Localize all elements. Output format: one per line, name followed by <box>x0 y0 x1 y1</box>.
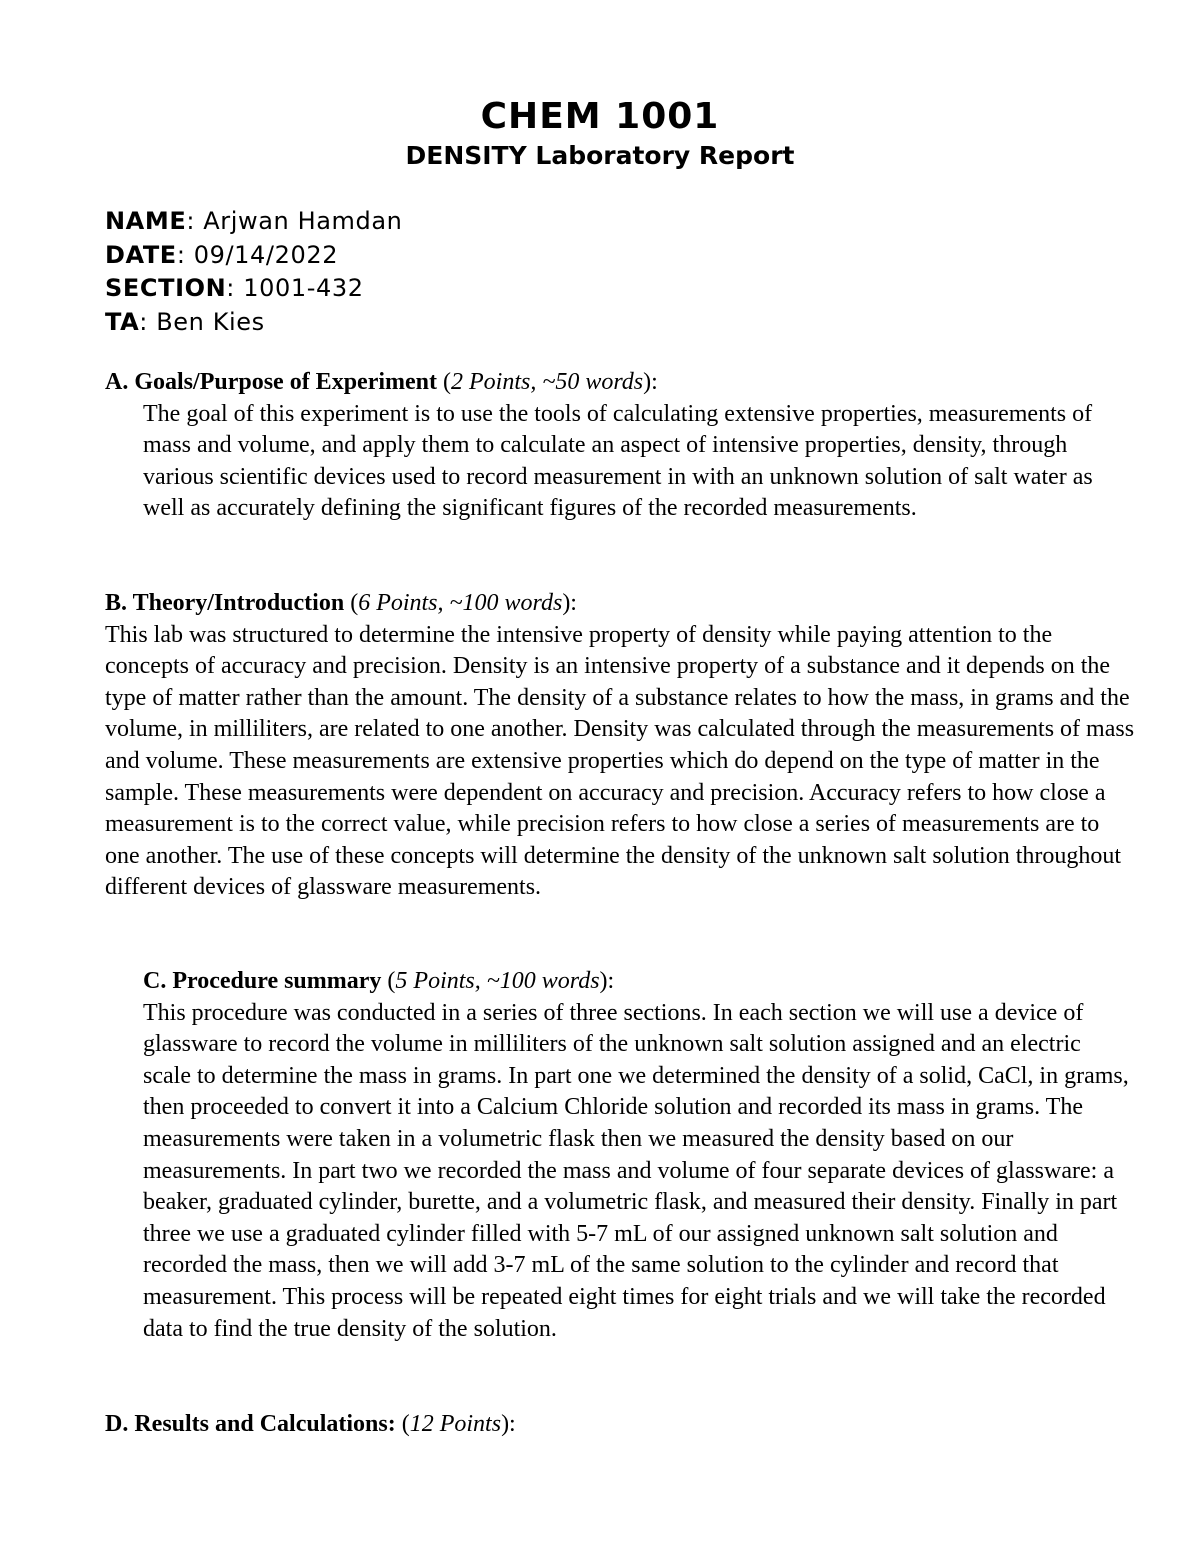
section-results-points: 12 Points <box>409 1411 502 1437</box>
ta-label: TA <box>105 307 140 336</box>
document-subtitle: DENSITY Laboratory Report <box>405 141 795 170</box>
section-label: SECTION <box>105 274 227 302</box>
section-goals-letter: A. <box>105 369 129 395</box>
section-results-title: Results and Calculations: <box>134 1411 396 1437</box>
section-procedure-title: Procedure summary <box>172 968 382 994</box>
section-theory-heading: B. Theory/Introduction (6 Points, ~100 words): <box>105 590 577 616</box>
section-goals-title: Goals/Purpose of Experiment <box>134 369 437 395</box>
section-goals-heading: A. Goals/Purpose of Experiment (2 Points, ~50 words): <box>105 369 658 395</box>
section-theory-points: 6 Points, ~100 words <box>358 590 563 616</box>
date-value: 09/14/2022 <box>193 240 339 269</box>
ta-row: TA: Ben Kies <box>105 307 265 336</box>
student-info <box>105 205 402 339</box>
section-procedure-heading: C. Procedure summary (5 Points, ~100 words): <box>143 968 615 994</box>
name-value: Arjwan Hamdan <box>203 207 403 235</box>
section-theory-body: This lab was structured to determine the intensive property of density while paying attention to the concepts of accuracy and precision. Density is an intensive property of a substance and it depends on the type of matter rather than the amount. The density of a substance relates to how the mass, in grams and the volume, in milliliters, are related to one another. Density was calculated through the measurements of mass and volume. These measurements are extensive properties which do depend on the type of matter in the sample. These measurements were dependent on accuracy and precision. Accuracy refers to how close a measurement is to the correct value, while precision refers to how close a series of measurements are to one another. The use of these concepts will determine the density of the unknown salt solution throughout different devices of glassware measurements. <box>105 621 1135 901</box>
section-theory <box>105 588 1135 904</box>
ta-value: Ben Kies <box>156 307 265 336</box>
document-title: CHEM 1001 <box>480 96 720 137</box>
date-label: DATE <box>105 240 177 269</box>
section-goals <box>105 367 1135 525</box>
section-procedure-letter: C. <box>143 968 167 994</box>
section-row: SECTION: 1001-432 <box>105 274 364 302</box>
section-goals-points: 2 Points, ~50 words <box>451 369 644 395</box>
section-value: 1001-432 <box>243 274 364 302</box>
section-results-heading: D. Results and Calculations: (12 Points): <box>105 1411 516 1437</box>
section-procedure-points: 5 Points, ~100 words <box>395 968 600 994</box>
section-theory-letter: B. <box>105 590 128 616</box>
name-label: NAME <box>105 207 187 235</box>
section-procedure <box>143 966 1133 1345</box>
section-goals-body: The goal of this experiment is to use the tools of calculating extensive properties, measurements of mass and volume, and apply them to calculate an aspect of intensive properties, density, through various scientific devices used to record measurement in with an unknown solution of salt water as well as accurately defining the significant figures of the recorded measurements. <box>143 400 1093 522</box>
section-results-letter: D. <box>105 1411 129 1437</box>
section-results <box>105 1409 1135 1441</box>
name-row: NAME: Arjwan Hamdan <box>105 207 403 235</box>
section-theory-title: Theory/Introduction <box>132 590 345 616</box>
section-procedure-body: This procedure was conducted in a series of three sections. In each section we will use a device of glassware to record the volume in milliliters of the unknown salt solution assigned and an electric scale to determine the mass in grams. In part one we determined the density of a solid, CaCl, in grams, then proceeded to convert it into a Calcium Chloride solution and recorded its mass in grams. The measurements were taken in a volumetric flask then we measured the density based on our measurements. In part two we recorded the mass and volume of four separate devices of glassware: a beaker, graduated cylinder, burette, and a volumetric flask, and measured their density. Finally in part three we use a graduated cylinder filled with 5-7 mL of our assigned unknown salt solution and recorded the mass, then we will add 3-7 mL of the same solution to the cylinder and record that measurement. This process will be repeated eight times for eight trials and we will take the recorded data to find the true density of the solution. <box>143 999 1129 1342</box>
date-row: DATE: 09/14/2022 <box>105 240 339 269</box>
